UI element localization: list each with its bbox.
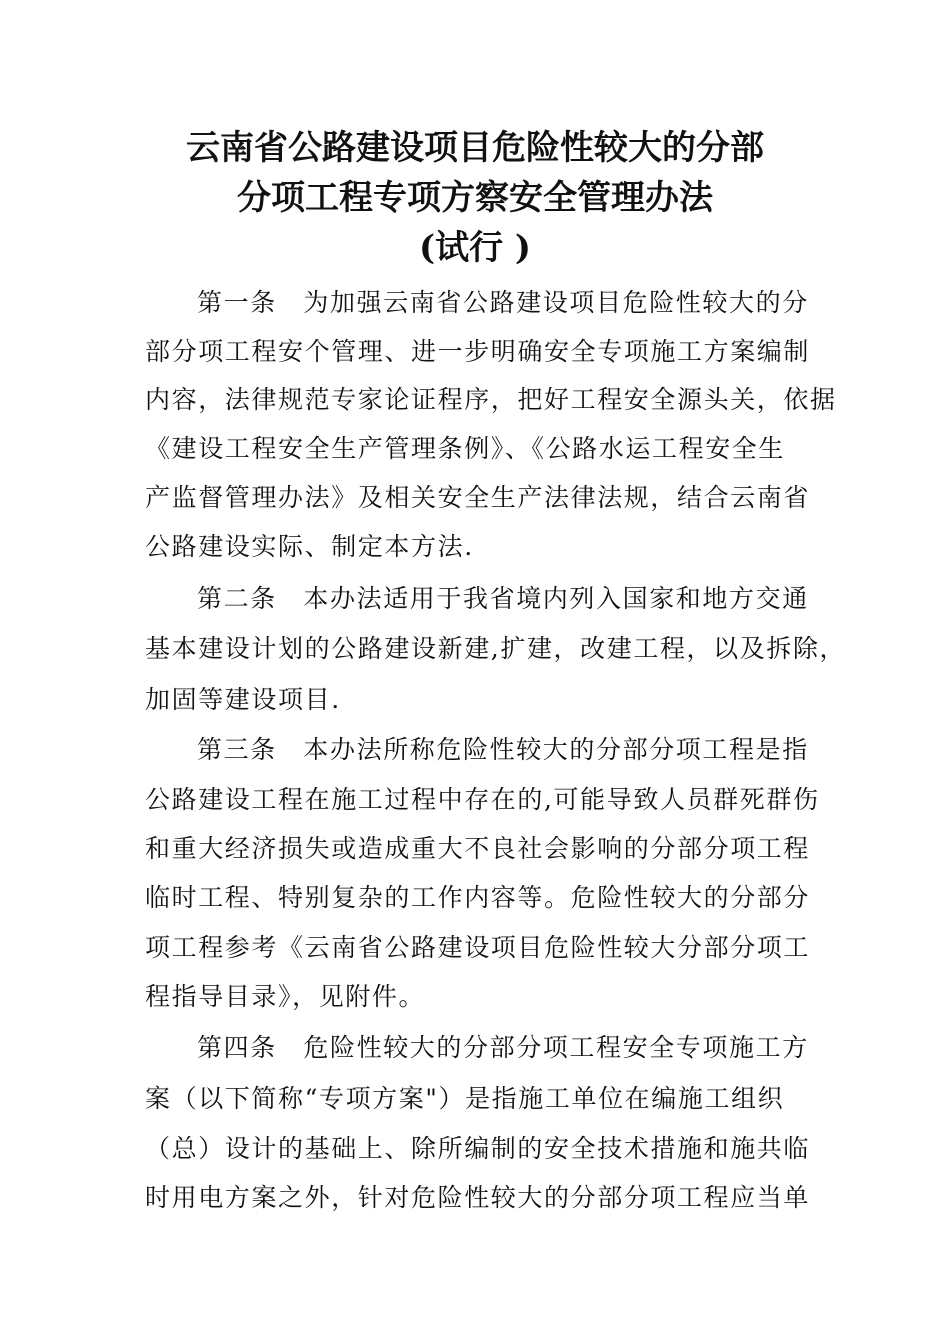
article-3-line-6: 程指导目录》，见附件。 bbox=[145, 982, 426, 1011]
article-1-line-2: 部分项工程安个管理、进一步明确安全专项施工方案编制 bbox=[145, 337, 811, 366]
article-3-line-5: 项工程参考《云南省公路建设项目危险性较大分部分项工 bbox=[145, 933, 811, 962]
article-4-line-1: 第四条 危险性较大的分部分项工程安全专项施工方 bbox=[197, 1033, 809, 1062]
article-1-line-4: 《建设工程安全生产管理条例》、《公路水运工程安全生 bbox=[145, 434, 786, 463]
article-1-line-1: 第一条 为加强云南省公路建设项目危险性较大的分 bbox=[197, 288, 809, 317]
article-2-line-1: 第二条 本办法适用于我省境内列入国家和地方交通 bbox=[197, 584, 809, 613]
article-4-line-2: 案（以下简称“专项方案"）是指施工单位在编施工组织 bbox=[145, 1084, 785, 1113]
document-title-line-3: (试行 ) bbox=[418, 228, 531, 268]
document-title-line-2: 分项工程专项方察安全管理办法 bbox=[237, 178, 713, 218]
article-4-line-3: （总）设计的基础上、除所编制的安全技术措施和施共临 bbox=[145, 1134, 811, 1163]
article-2-line-2: 基本建设计划的公路建设新建,扩建，改建工程，以及拆除， bbox=[145, 634, 847, 663]
article-3-line-3: 和重大经济损失或造成重大不良社会影响的分部分项工程 bbox=[145, 834, 811, 863]
article-4-line-4: 时用电方案之外，针对危险性较大的分部分项工程应当单 bbox=[145, 1183, 811, 1212]
article-1-line-5: 产监督管理办法》及相关安全生产法律法规，结合云南省 bbox=[145, 483, 811, 512]
article-1-line-6: 公路建设实际、制定本方法. bbox=[145, 532, 474, 561]
article-1-line-3: 内容，法律规范专家论证程序，把好工程安全源头关，依据 bbox=[145, 385, 837, 414]
article-3-line-1: 第三条 本办法所称危险性较大的分部分项工程是指 bbox=[197, 735, 809, 764]
article-3-line-2: 公路建设工程在施工过程中存在的,可能导致人员群死群伤 bbox=[145, 785, 820, 814]
article-2-line-3: 加固等建设项目. bbox=[145, 685, 341, 714]
article-3-line-4: 临时工程、特别复杂的工作内容等。危险性较大的分部分 bbox=[145, 883, 811, 912]
document-title-line-1: 云南省公路建设项目危险性较大的分部 bbox=[186, 128, 764, 168]
